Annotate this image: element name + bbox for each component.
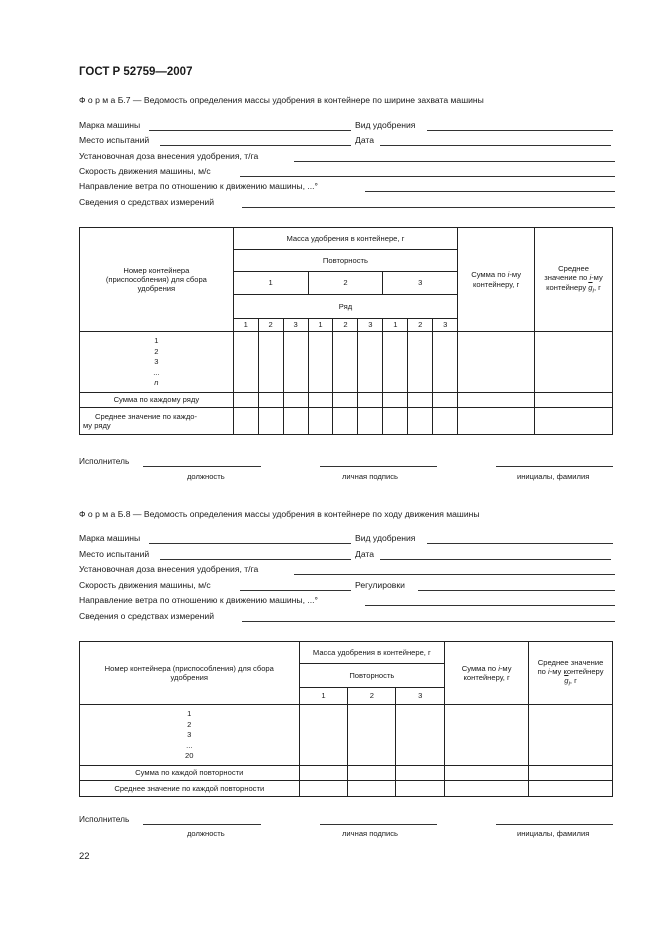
table-cell[interactable] — [283, 393, 308, 408]
table-cell[interactable] — [358, 393, 383, 408]
sum-row-label: Сумма по каждой повторности — [80, 766, 300, 781]
table-cell[interactable] — [233, 393, 258, 408]
b7-place-field[interactable] — [79, 135, 351, 147]
b8-signature-caption: личная подпись — [342, 829, 398, 838]
table-cell[interactable] — [529, 705, 613, 766]
table-cell[interactable] — [445, 781, 529, 797]
b7-name-line[interactable] — [496, 466, 613, 467]
table-cell[interactable] — [233, 408, 258, 435]
b7-speed-field[interactable] — [79, 166, 615, 178]
table-cell[interactable] — [535, 332, 613, 393]
b8-adjust-field[interactable] — [355, 580, 615, 592]
b7-instruments-field[interactable] — [79, 197, 615, 209]
repetition-3: 3 — [383, 272, 458, 295]
b7-wind-field[interactable] — [79, 181, 615, 193]
b7-machine-field[interactable] — [79, 120, 351, 132]
col-mass-header: Масса удобрения в контейнере, г — [233, 228, 457, 250]
col-repetition-header: Повторность — [299, 664, 445, 688]
field-label: Установочная доза внесения удобрения, т/га — [79, 564, 259, 574]
table-cell[interactable] — [535, 408, 613, 435]
table-cell[interactable] — [445, 766, 529, 781]
b7-signature-line[interactable] — [320, 466, 437, 467]
sum-row-label: Сумма по каждому ряду — [80, 393, 234, 408]
row-sub-3: 3 — [433, 319, 458, 332]
table-cell[interactable] — [258, 332, 283, 393]
b7-name-caption: инициалы, фамилия — [517, 472, 590, 481]
table-cell[interactable] — [348, 705, 396, 766]
table-cell[interactable] — [529, 781, 613, 797]
field-label: Скорость движения машины, м/с — [79, 166, 211, 176]
table-cell[interactable] — [458, 332, 535, 393]
field-label: Дата — [355, 135, 375, 145]
table-cell[interactable] — [333, 408, 358, 435]
field-label: Марка машины — [79, 120, 141, 130]
field-label: Место испытаний — [79, 549, 150, 559]
row-sub-3: 3 — [283, 319, 308, 332]
table-row — [80, 766, 613, 781]
table-row — [80, 332, 613, 393]
table-cell[interactable] — [433, 332, 458, 393]
table-cell[interactable] — [308, 408, 333, 435]
table-row — [80, 408, 613, 435]
table-cell[interactable] — [258, 408, 283, 435]
col-avg-header: Среднее значение по i-му контейнеру $\overline{g}_i$, г — [529, 642, 613, 705]
table-cell[interactable] — [358, 332, 383, 393]
field-label: Направление ветра по отношению к движению машины, ...° — [79, 181, 318, 191]
avg-row-label: Среднее значение по каждой повторности — [80, 781, 300, 797]
b8-wind-field[interactable] — [79, 595, 615, 607]
b7-signature-caption: личная подпись — [342, 472, 398, 481]
row-sub-3: 3 — [358, 319, 383, 332]
b8-name-line[interactable] — [496, 824, 613, 825]
field-label: Дата — [355, 549, 375, 559]
b8-mass-table — [79, 641, 613, 797]
avg-row-label: Среднее значение по каждо- му ряду — [80, 408, 234, 435]
row-sub-1: 1 — [383, 319, 408, 332]
col-row-header: Ряд — [233, 295, 457, 319]
table-cell[interactable] — [433, 408, 458, 435]
row-sub-1: 1 — [233, 319, 258, 332]
b8-instruments-field[interactable] — [79, 611, 615, 623]
field-label: Марка машины — [79, 533, 141, 543]
col-sum-header: Сумма по i-му контейнеру, г — [458, 228, 535, 332]
b7-mass-table — [79, 227, 613, 435]
b7-fertilizer-field[interactable] — [355, 120, 613, 132]
table-cell[interactable] — [383, 393, 408, 408]
table-cell[interactable] — [333, 393, 358, 408]
row-sub-2: 2 — [408, 319, 433, 332]
b7-position-line[interactable] — [143, 466, 261, 467]
table-row — [80, 705, 613, 766]
repetition-3: 3 — [396, 688, 445, 705]
field-label: Вид удобрения — [355, 533, 416, 543]
col-sum-header: Сумма по i-му контейнеру, г — [445, 642, 529, 705]
b8-dose-field[interactable] — [79, 564, 615, 576]
table-cell[interactable] — [433, 393, 458, 408]
b8-place-field[interactable] — [79, 549, 351, 561]
table-cell[interactable] — [396, 781, 445, 797]
row-sub-2: 2 — [258, 319, 283, 332]
field-label: Регулировки — [355, 580, 405, 590]
b8-name-caption: инициалы, фамилия — [517, 829, 590, 838]
table-cell[interactable] — [308, 332, 333, 393]
table-cell[interactable] — [396, 705, 445, 766]
table-cell[interactable] — [408, 408, 433, 435]
table-row — [80, 781, 613, 797]
b8-position-caption: должность — [187, 829, 225, 838]
b7-dose-field[interactable] — [79, 151, 615, 163]
repetition-1: 1 — [233, 272, 308, 295]
table-cell[interactable] — [348, 766, 396, 781]
container-list: 1 2 3 ... n — [80, 332, 234, 393]
b8-date-field[interactable] — [355, 549, 611, 561]
field-label: Сведения о средствах измерений — [79, 197, 214, 207]
col-avg-header: Среднее значение по i-му контейнеру $\overline{g}_i$, г — [535, 228, 613, 332]
col-repetition-header: Повторность — [233, 250, 457, 272]
table-cell[interactable] — [333, 332, 358, 393]
table-cell[interactable] — [358, 408, 383, 435]
table-cell[interactable] — [299, 781, 348, 797]
b8-signature-label: Исполнитель — [79, 814, 130, 824]
table-cell[interactable] — [396, 766, 445, 781]
row-sub-2: 2 — [333, 319, 358, 332]
b8-speed-field[interactable] — [79, 580, 351, 592]
table-cell[interactable] — [283, 408, 308, 435]
table-cell[interactable] — [233, 332, 258, 393]
page-number: 22 — [79, 851, 90, 862]
field-label: Установочная доза внесения удобрения, т/га — [79, 151, 259, 161]
row-sub-1: 1 — [308, 319, 333, 332]
field-label: Вид удобрения — [355, 120, 416, 130]
table-cell[interactable] — [408, 393, 433, 408]
b8-signature-line[interactable] — [320, 824, 437, 825]
b7-signature-label: Исполнитель — [79, 456, 130, 466]
table-cell[interactable] — [383, 408, 408, 435]
table-cell[interactable] — [299, 766, 348, 781]
b8-position-line[interactable] — [143, 824, 261, 825]
table-row — [80, 393, 613, 408]
repetition-2: 2 — [348, 688, 396, 705]
table-cell[interactable] — [408, 332, 433, 393]
field-label: Направление ветра по отношению к движению машины, ...° — [79, 595, 318, 605]
field-label: Сведения о средствах измерений — [79, 611, 214, 621]
table-cell[interactable] — [308, 393, 333, 408]
table-cell[interactable] — [458, 393, 535, 408]
table-cell[interactable] — [283, 332, 308, 393]
standard-number: ГОСТ Р 52759—2007 — [79, 66, 193, 78]
table-cell[interactable] — [383, 332, 408, 393]
table-cell[interactable] — [529, 766, 613, 781]
table-cell[interactable] — [299, 705, 348, 766]
b7-position-caption: должность — [187, 472, 225, 481]
table-cell[interactable] — [445, 705, 529, 766]
repetition-1: 1 — [299, 688, 348, 705]
form-b8-title: Ф о р м а Б.8 — Ведомость определения массы удобрения в контейнере по ходу движения машины — [79, 509, 480, 519]
b8-machine-field[interactable] — [79, 533, 351, 545]
col-mass-header: Масса удобрения в контейнере, г — [299, 642, 445, 664]
field-label: Скорость движения машины, м/с — [79, 580, 211, 590]
form-b7-title: Ф о р м а Б.7 — Ведомость определения массы удобрения в контейнере по ширине захвата машины — [79, 95, 484, 105]
repetition-2: 2 — [308, 272, 383, 295]
col-container-header: Номер контейнера (приспособления) для сбора удобрения — [80, 228, 234, 332]
col-container-header: Номер контейнера (приспособления) для сбора удобрения — [80, 642, 300, 705]
table-cell[interactable] — [535, 393, 613, 408]
table-cell[interactable] — [258, 393, 283, 408]
table-cell[interactable] — [458, 408, 535, 435]
table-cell[interactable] — [348, 781, 396, 797]
container-list: 1 2 3 ... 20 — [80, 705, 300, 766]
b7-date-field[interactable] — [355, 135, 611, 147]
b8-fertilizer-field[interactable] — [355, 533, 613, 545]
field-label: Место испытаний — [79, 135, 150, 145]
